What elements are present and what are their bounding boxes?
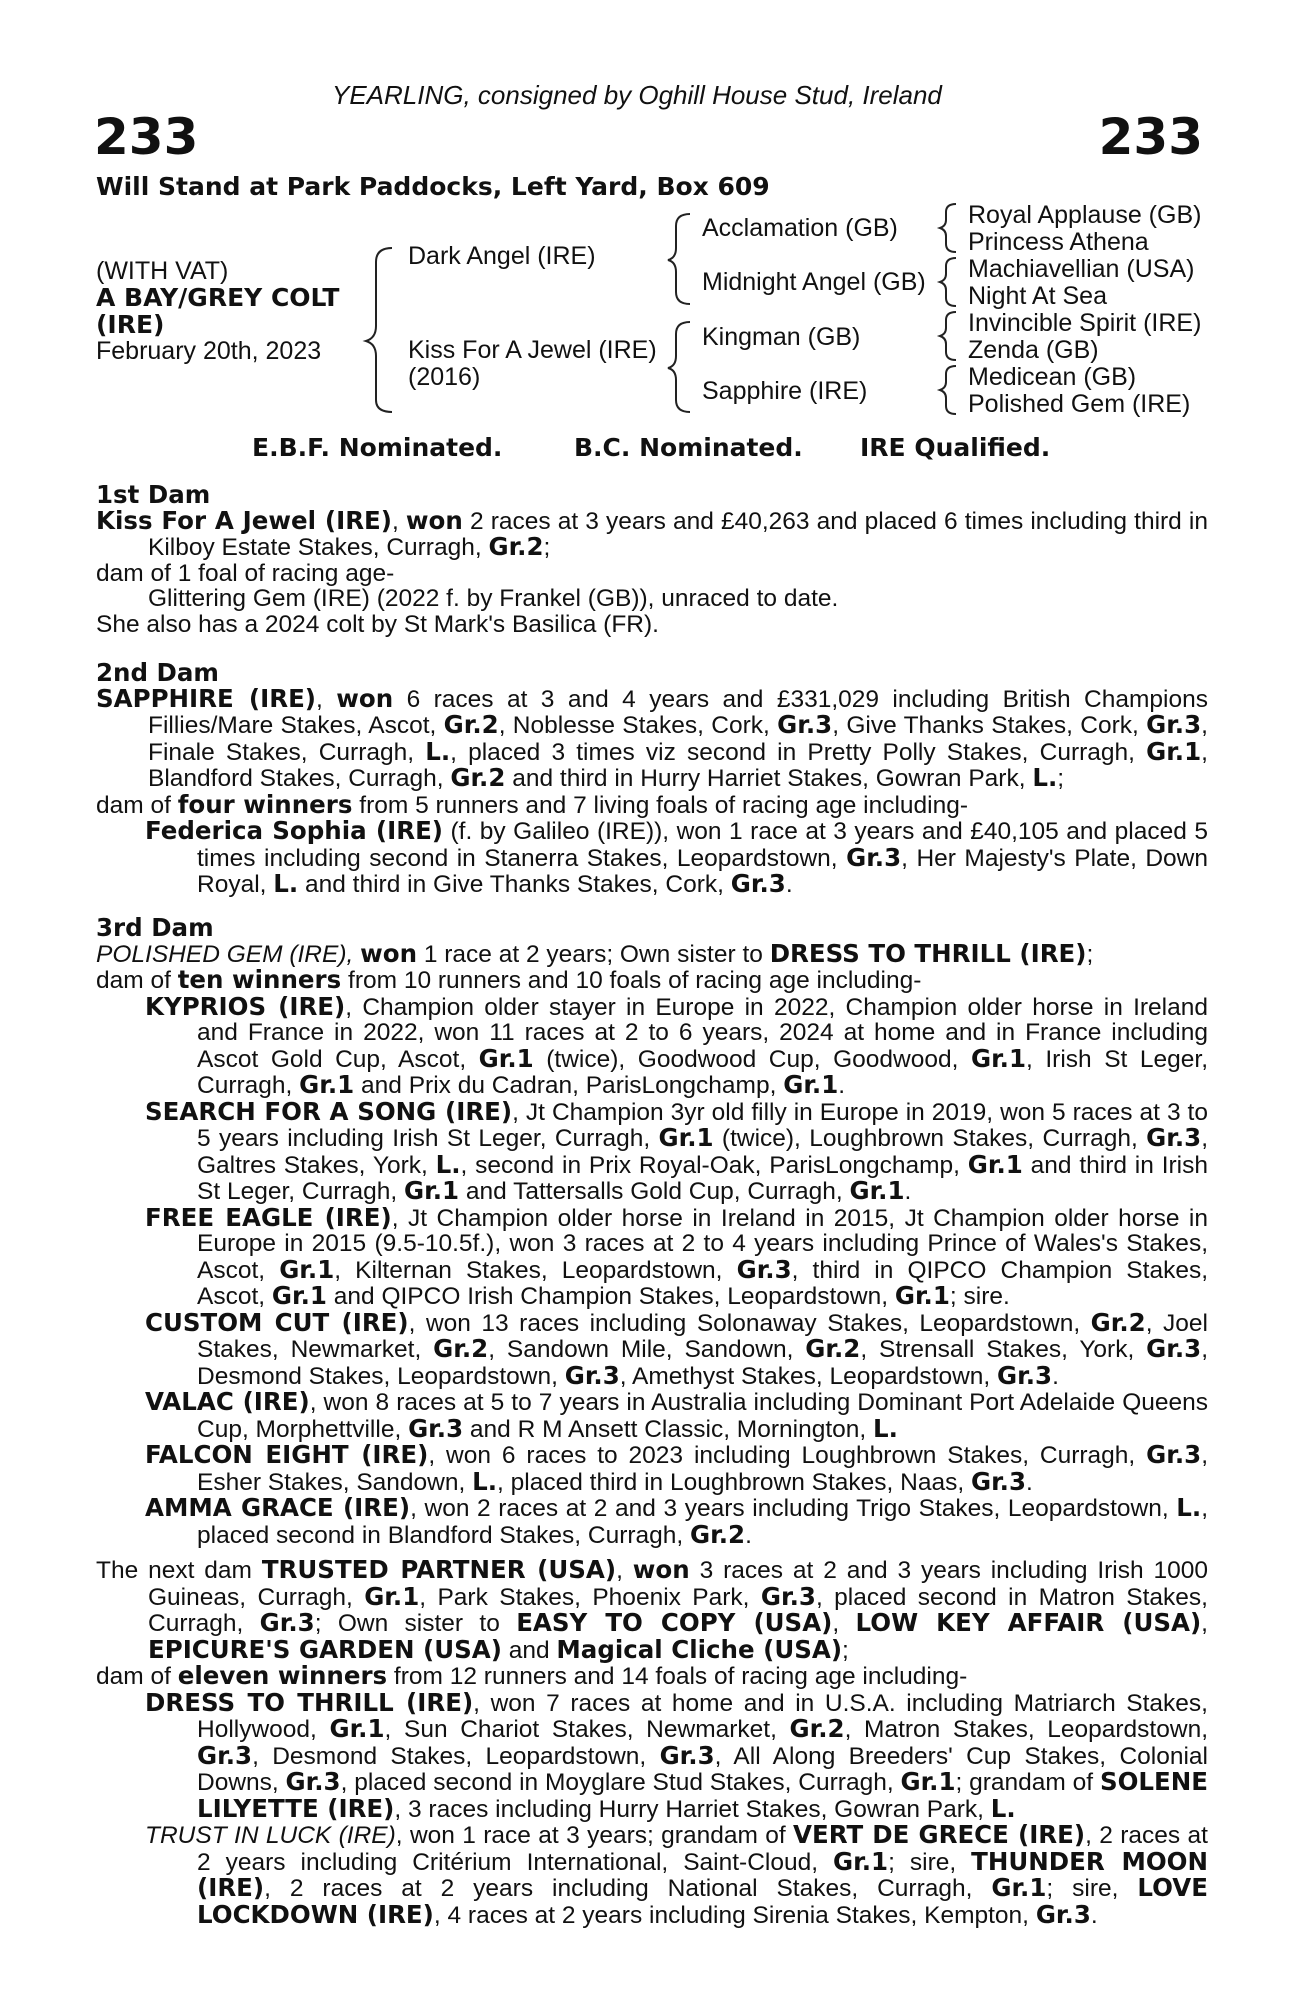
sire: Dark Angel (IRE) bbox=[408, 242, 596, 270]
consignment-line: YEARLING, consigned by Oghill House Stud, Ireland bbox=[332, 80, 942, 110]
horse-description: A BAY/GREY COLT bbox=[96, 283, 340, 312]
dss: Invincible Spirit (IRE) bbox=[968, 309, 1202, 337]
lot-number-left: 233 bbox=[94, 108, 199, 166]
winners-count: eleven winners bbox=[177, 1661, 388, 1690]
vat-note: (WITH VAT) bbox=[96, 257, 229, 285]
first-dam-text: 2 races at 3 years and £40,263 and placed 6 times including third in Kilboy Estate Stakes, Curragh, bbox=[148, 507, 1208, 561]
damof-text-b: from 12 runners and 14 foals of racing age including- bbox=[387, 1663, 968, 1690]
second-dam-text: 6 races at 3 and 4 years and £331,029 including British Champions Fillies/Mare Stakes, Ascot, bbox=[148, 685, 1208, 739]
dam-sire: Kingman (GB) bbox=[702, 323, 861, 351]
first-dam-heading: 1st Dam bbox=[96, 480, 211, 509]
horse-origin: (IRE) bbox=[96, 310, 165, 339]
produce-amma-grace: AMMA GRACE (IRE), won 2 races at 2 and 3 years including Trigo Stakes, Leopardstown, L., placed second in Blandford Stakes, Curragh, Gr.2. bbox=[145, 1493, 1208, 1549]
second-dam-foal: Federica Sophia (IRE) (f. by Galileo (IRE)), won 1 race at 3 years and £40,105 and placed 5 times including second in Stanerra Stakes, Leopardstown, Gr.3, Her Majesty's Plate, Down Royal, L. and third in Give Thanks Stakes, Cork, Gr.3. bbox=[145, 816, 1208, 898]
next-dam-intro: The next dam bbox=[96, 1557, 262, 1584]
dam-year: (2016) bbox=[408, 363, 481, 391]
first-dam-foal: Glittering Gem (IRE) (2022 f. by Frankel (GB)), unraced to date. bbox=[148, 585, 839, 612]
damof-text: dam of bbox=[96, 967, 178, 994]
ire-qualified: IRE Qualified. bbox=[860, 433, 1051, 462]
winners-count: four winners bbox=[177, 789, 353, 819]
ddd: Polished Gem (IRE) bbox=[968, 390, 1191, 418]
stand-location: Will Stand at Park Paddocks, Left Yard, Box 609 bbox=[96, 172, 770, 201]
dds: Medicean (GB) bbox=[968, 363, 1137, 391]
second-dam-name: SAPPHIRE (IRE) bbox=[96, 683, 316, 713]
first-dam-damof: dam of 1 foal of racing age- bbox=[96, 559, 395, 587]
dam: Kiss For A Jewel (IRE) bbox=[408, 336, 657, 364]
ssd: Princess Athena bbox=[968, 228, 1149, 256]
produce-dress-to-thrill: DRESS TO THRILL (IRE), won 7 races at home and in U.S.A. including Matriarch Stakes, Hollywood, Gr.1, Sun Chariot Stakes, Newmarket, Gr.2, Matron Stakes, Leopardstown, Gr.3, Desmond Stakes, Leopardstown, Gr.3, All Along Breeders' Cup Stakes, Colonial Downs, Gr.3, placed second in Moyglare Stud Stakes, Curragh, Gr.1; grandam of SOLENE LILYETTE (IRE), 3 races including Hurry Harriet Stakes, Gowran Park, L. bbox=[145, 1687, 1208, 1823]
damof-text: dam of bbox=[96, 1663, 178, 1690]
damof-text-b: from 10 runners and 10 foals of racing age including- bbox=[341, 967, 922, 994]
sire-sire: Acclamation (GB) bbox=[702, 214, 898, 242]
first-dam-also: She also has a 2024 colt by St Mark's Basilica (FR). bbox=[96, 610, 659, 638]
third-dam-section bbox=[96, 915, 1208, 1548]
next-dam-record: The next dam TRUSTED PARTNER (USA), won 3 races at 2 and 3 years including Irish 1000 Guineas, Curragh, Gr.1, Park Stakes, Phoenix Park, Gr.3, placed second in Matron Stakes, Curragh, Gr.3; Own sister to EASY TO COPY (USA), LOW KEY AFFAIR (USA), EPICURE'S GARDEN (USA) and Magical Cliche (USA); bbox=[96, 1555, 1208, 1664]
produce-falcon-eight: FALCON EIGHT (IRE), won 6 races to 2023 including Loughbrown Stakes, Curragh, Gr.3, Esher Stakes, Sandown, L., placed third in Loughbrown Stakes, Naas, Gr.3. bbox=[145, 1440, 1208, 1496]
next-dam-name: TRUSTED PARTNER (USA) bbox=[261, 1555, 617, 1584]
first-dam-name: Kiss For A Jewel (IRE) bbox=[96, 505, 392, 535]
produce-kyprios: KYPRIOS (IRE), Champion older stayer in Europe in 2022, Champion older horse in Ireland and France in 2022, won 11 races at 2 to 6 years, 2024 at home and in France including Ascot Gold Cup, Ascot, Gr.1 (twice), Goodwood Cup, Goodwood, Gr.1, Irish St Leger, Curragh, Gr.1 and Prix du Cadran, ParisLongchamp, Gr.1. bbox=[145, 991, 1209, 1099]
bc-nomination: B.C. Nominated. bbox=[574, 433, 803, 462]
produce-search-for-a-song: SEARCH FOR A SONG (IRE), Jt Champion 3yr old filly in Europe in 2019, won 5 races at 3 to 5 years including Irish St Leger, Curragh, Gr.1 (twice), Loughbrown Stakes, Curragh, Gr.3, Galtres Stakes, York, L., second in Prix Royal-Oak, ParisLongchamp, Gr.1 and third in Irish St Leger, Curragh, Gr.1 and Tattersalls Gold Cup, Curragh, Gr.1. bbox=[145, 1096, 1208, 1205]
first-dam-record: Kiss For A Jewel (IRE), won 2 races at 3 years and £40,263 and placed 6 times including third in Kilboy Estate Stakes, Curragh, Gr.2; bbox=[96, 505, 1208, 561]
next-dam-section bbox=[96, 1557, 1208, 1928]
second-dam-heading: 2nd Dam bbox=[96, 658, 219, 687]
punct: ; bbox=[543, 534, 551, 561]
won-label: won bbox=[360, 938, 418, 968]
second-dam-record: SAPPHIRE (IRE), won 6 races at 3 and 4 years and £331,029 including British Champions Fillies/Mare Stakes, Ascot, Gr.2, Noblesse Stakes, Cork, Gr.3, Give Thanks Stakes, Cork, Gr.3, Finale Stakes, Curragh, L., placed 3 times viz second in Pretty Polly Stakes, Curragh, Gr.1, Blandford Stakes, Curragh, Gr.2 and third in Hurry Harriet Stakes, Gowran Park, L.; bbox=[96, 683, 1208, 792]
next-dam-damof bbox=[96, 1663, 1208, 1690]
third-dam-damof bbox=[96, 967, 1208, 994]
foal-name: Federica Sophia (IRE) bbox=[145, 816, 444, 845]
sdd: Night At Sea bbox=[968, 282, 1107, 310]
foaling-date: February 20th, 2023 bbox=[96, 337, 322, 365]
winners-count: ten winners bbox=[177, 965, 342, 994]
third-dam-record: POLISHED GEM (IRE), won 1 race at 2 years; Own sister to DRESS TO THRILL (IRE); bbox=[96, 938, 1094, 968]
won-label: won bbox=[336, 683, 394, 713]
third-dam-heading: 3rd Dam bbox=[96, 913, 214, 942]
sire-dam: Midnight Angel (GB) bbox=[702, 268, 926, 296]
second-dam-section bbox=[96, 660, 1208, 898]
produce-trust-in-luck: TRUST IN LUCK (IRE), won 1 race at 3 years; grandam of VERT DE GRECE (IRE), 2 races at 2 years including Critérium International, Saint-Cloud, Gr.1; sire, THUNDER MOON (IRE), 2 races at 2 years including National Stakes, Curragh, Gr.1; sire, LOVE LOCKDOWN (IRE), 4 races at 2 years including Sirenia Stakes, Kempton, Gr.3. bbox=[145, 1820, 1208, 1929]
damof-text-b: from 5 runners and 7 living foals of racing age including- bbox=[352, 791, 969, 819]
second-dam-damof bbox=[96, 789, 1208, 819]
won-label: won bbox=[632, 1555, 690, 1584]
sss: Royal Applause (GB) bbox=[968, 201, 1202, 229]
grade-label: Gr.2 bbox=[488, 532, 544, 561]
sister-name: DRESS TO THRILL (IRE) bbox=[769, 938, 1087, 968]
third-dam-name: POLISHED GEM (IRE), bbox=[96, 940, 354, 968]
produce-custom-cut: CUSTOM CUT (IRE), won 13 races including Solonaway Stakes, Leopardstown, Gr.2, Joel Stakes, Newmarket, Gr.2, Sandown Mile, Sandown, Gr.2, Strensall Stakes, York, Gr.3, Desmond Stakes, Leopardstown, Gr.3, Amethyst Stakes, Leopardstown, Gr.3. bbox=[145, 1307, 1208, 1390]
foal-text: (f. by Galileo (IRE)), won 1 race at 3 years and £40,105 and placed 5 times including second in Stanerra Stakes, Leopardstown, bbox=[197, 818, 1208, 872]
third-dam-text: 1 race at 2 years; Own sister to bbox=[417, 940, 770, 968]
sds: Machiavellian (USA) bbox=[968, 255, 1195, 283]
produce-free-eagle: FREE EAGLE (IRE), Jt Champion older horse in Ireland in 2015, Jt Champion older horse in Europe in 2015 (9.5-10.5f.), won 3 races at 2 to 4 years including Prince of Wales's Stakes, Ascot, Gr.1, Kilternan Stakes, Leopardstown, Gr.3, third in QIPCO Champion Stakes, Ascot, Gr.1 and QIPCO Irish Champion Stakes, Leopardstown, Gr.1; sire. bbox=[145, 1202, 1208, 1310]
dsd: Zenda (GB) bbox=[968, 336, 1099, 364]
dam-dam: Sapphire (IRE) bbox=[702, 377, 868, 405]
ebf-nomination: E.B.F. Nominated. bbox=[252, 433, 503, 462]
lot-number-right: 233 bbox=[1098, 108, 1203, 166]
damof-text: dam of bbox=[96, 791, 178, 819]
won-label: won bbox=[405, 505, 463, 535]
first-dam-section bbox=[96, 482, 1208, 637]
produce-valac: VALAC (IRE), won 8 races at 5 to 7 years in Australia including Dominant Port Adelaide Queens Cup, Morphettville, Gr.3 and R M Ansett Classic, Mornington, L. bbox=[145, 1387, 1208, 1443]
